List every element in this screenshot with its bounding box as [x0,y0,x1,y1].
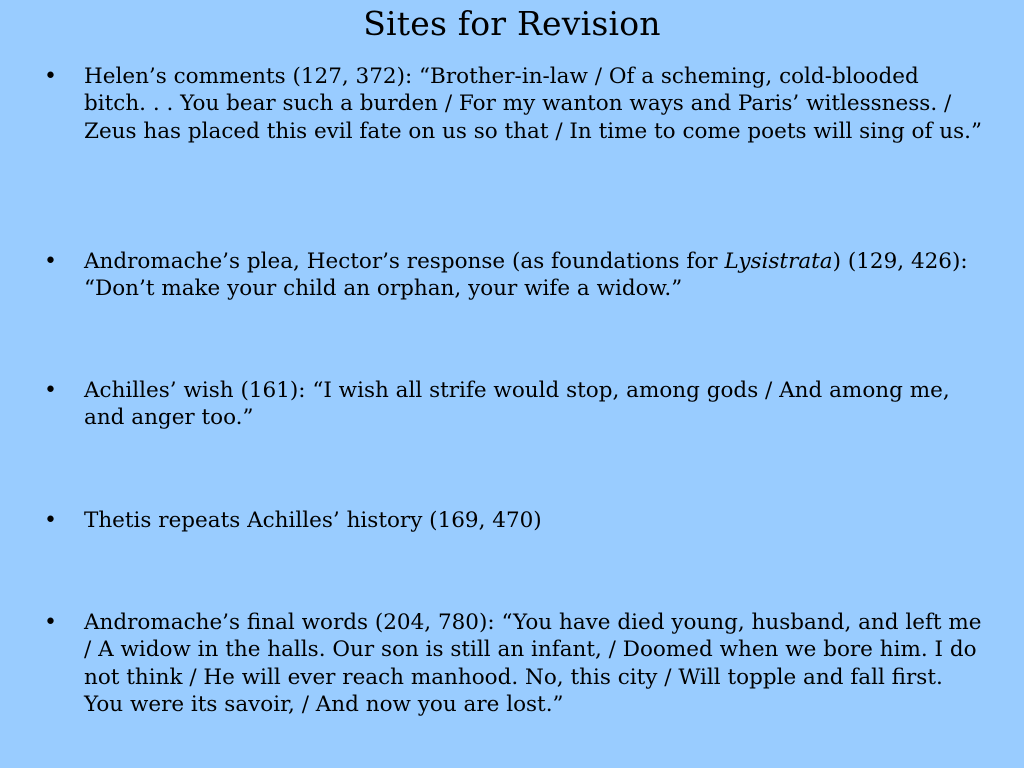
bullet-text: Achilles’ wish (161): “I wish all strife would stop, among gods / And among me, and anger too.” [84,378,950,431]
bullet-item-helen [44,63,984,145]
bullet-text: Helen’s comments (127, 372): “Brother-in-law / Of a scheming, cold-blooded bitch. . . You bear such a burden / For my wanton ways and Paris’ witlessness. / Zeus has placed this evil fate on us so that / In time to come poets will sing of us.” [84,64,982,144]
bullet-marker: • [44,249,57,274]
bullet-text-italic: Lysistrata [724,249,833,274]
bullet-text-after: ) (129, 426): “Don’t make your child an orphan, your wife a widow.” [84,249,968,302]
bullet-item-achilles-wish [44,377,984,432]
bullet-marker: • [44,378,57,403]
bullet-text: Thetis repeats Achilles’ history (169, 470) [84,508,542,533]
bullet-text: Andromache’s final words (204, 780): “You have died young, husband, and left me / A widow in the halls. Our son is still an infant, / Doomed when we bore him. I do not think / He will ever reach manhood. No, this city / Will topple and fall first. You were its savoir, / And now you are lost.” [84,610,982,718]
bullet-item-andromache-final [44,609,984,719]
bullet-marker: • [44,64,57,89]
bullet-text-before: Andromache’s plea, Hector’s response (as foundations for [84,249,725,274]
bullet-item-andromache-plea [44,248,984,303]
slide-title: Sites for Revision [363,4,661,43]
bullet-marker: • [44,610,57,635]
bullet-marker: • [44,508,57,533]
bullet-item-thetis [44,507,984,534]
